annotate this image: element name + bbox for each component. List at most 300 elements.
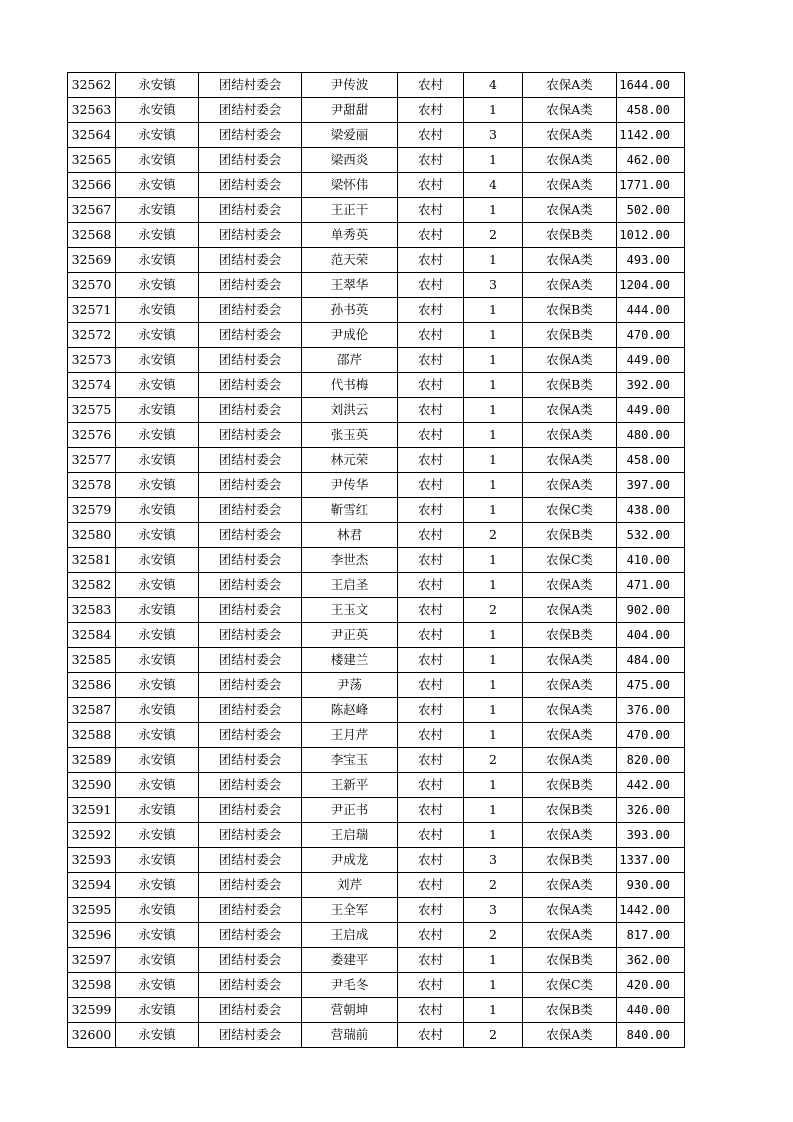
- record-id-cell: 32593: [68, 848, 116, 873]
- town-cell: 永安镇: [116, 198, 199, 223]
- record-id-cell: 32566: [68, 173, 116, 198]
- town-cell: 永安镇: [116, 598, 199, 623]
- person-name-cell: 王新平: [302, 773, 398, 798]
- insurance-category-cell: 农保A类: [523, 748, 617, 773]
- village-committee-cell: 团结村委会: [199, 598, 302, 623]
- insurance-category-cell: 农保B类: [523, 223, 617, 248]
- person-name-cell: 孙书英: [302, 298, 398, 323]
- town-cell: 永安镇: [116, 498, 199, 523]
- amount-cell: 817.00: [617, 923, 685, 948]
- amount-cell: 410.00: [617, 548, 685, 573]
- household-count-cell: 1: [464, 573, 523, 598]
- household-count-cell: 2: [464, 873, 523, 898]
- village-committee-cell: 团结村委会: [199, 973, 302, 998]
- household-count-cell: 1: [464, 198, 523, 223]
- village-committee-cell: 团结村委会: [199, 73, 302, 98]
- table-row: [68, 148, 685, 173]
- table-row: [68, 1023, 685, 1048]
- household-count-cell: 2: [464, 223, 523, 248]
- person-name-cell: 尹甜甜: [302, 98, 398, 123]
- amount-cell: 404.00: [617, 623, 685, 648]
- town-cell: 永安镇: [116, 223, 199, 248]
- person-name-cell: 王启成: [302, 923, 398, 948]
- household-count-cell: 1: [464, 948, 523, 973]
- record-id-cell: 32565: [68, 148, 116, 173]
- area-type-cell: 农村: [398, 923, 464, 948]
- table-row: [68, 198, 685, 223]
- town-cell: 永安镇: [116, 273, 199, 298]
- person-name-cell: 楼建兰: [302, 648, 398, 673]
- insurance-category-cell: 农保A类: [523, 73, 617, 98]
- insurance-category-cell: 农保B类: [523, 798, 617, 823]
- amount-cell: 480.00: [617, 423, 685, 448]
- town-cell: 永安镇: [116, 523, 199, 548]
- table-row: [68, 423, 685, 448]
- insurance-category-cell: 农保A类: [523, 198, 617, 223]
- amount-cell: 1771.00: [617, 173, 685, 198]
- amount-cell: 397.00: [617, 473, 685, 498]
- amount-cell: 470.00: [617, 323, 685, 348]
- amount-cell: 1644.00: [617, 73, 685, 98]
- town-cell: 永安镇: [116, 148, 199, 173]
- record-id-cell: 32583: [68, 598, 116, 623]
- table-row: [68, 123, 685, 148]
- household-count-cell: 2: [464, 1023, 523, 1048]
- area-type-cell: 农村: [398, 498, 464, 523]
- household-count-cell: 3: [464, 848, 523, 873]
- area-type-cell: 农村: [398, 248, 464, 273]
- amount-cell: 362.00: [617, 948, 685, 973]
- area-type-cell: 农村: [398, 323, 464, 348]
- table-row: [68, 523, 685, 548]
- insurance-category-cell: 农保A类: [523, 923, 617, 948]
- town-cell: 永安镇: [116, 473, 199, 498]
- insurance-category-cell: 农保A类: [523, 673, 617, 698]
- village-committee-cell: 团结村委会: [199, 548, 302, 573]
- area-type-cell: 农村: [398, 298, 464, 323]
- insurance-category-cell: 农保A类: [523, 723, 617, 748]
- person-name-cell: 尹荡: [302, 673, 398, 698]
- village-committee-cell: 团结村委会: [199, 748, 302, 773]
- area-type-cell: 农村: [398, 423, 464, 448]
- record-id-cell: 32581: [68, 548, 116, 573]
- area-type-cell: 农村: [398, 448, 464, 473]
- area-type-cell: 农村: [398, 398, 464, 423]
- table-row: [68, 748, 685, 773]
- insurance-category-cell: 农保A类: [523, 448, 617, 473]
- town-cell: 永安镇: [116, 1023, 199, 1048]
- insurance-category-cell: 农保C类: [523, 548, 617, 573]
- table-row: [68, 73, 685, 98]
- record-id-cell: 32594: [68, 873, 116, 898]
- household-count-cell: 1: [464, 723, 523, 748]
- person-name-cell: 王月芹: [302, 723, 398, 748]
- insurance-category-cell: 农保B类: [523, 848, 617, 873]
- amount-cell: 420.00: [617, 973, 685, 998]
- table-row: [68, 873, 685, 898]
- town-cell: 永安镇: [116, 623, 199, 648]
- record-id-cell: 32600: [68, 1023, 116, 1048]
- insurance-category-cell: 农保A类: [523, 173, 617, 198]
- record-id-cell: 32563: [68, 98, 116, 123]
- village-committee-cell: 团结村委会: [199, 148, 302, 173]
- record-id-cell: 32586: [68, 673, 116, 698]
- household-count-cell: 1: [464, 698, 523, 723]
- table-row: [68, 773, 685, 798]
- amount-cell: 442.00: [617, 773, 685, 798]
- household-count-cell: 1: [464, 773, 523, 798]
- amount-cell: 440.00: [617, 998, 685, 1023]
- amount-cell: 930.00: [617, 873, 685, 898]
- village-committee-cell: 团结村委会: [199, 923, 302, 948]
- village-committee-cell: 团结村委会: [199, 423, 302, 448]
- person-name-cell: 娄建平: [302, 948, 398, 973]
- area-type-cell: 农村: [398, 273, 464, 298]
- village-committee-cell: 团结村委会: [199, 673, 302, 698]
- town-cell: 永安镇: [116, 548, 199, 573]
- record-id-cell: 32574: [68, 373, 116, 398]
- table-row: [68, 573, 685, 598]
- record-id-cell: 32577: [68, 448, 116, 473]
- town-cell: 永安镇: [116, 748, 199, 773]
- record-id-cell: 32599: [68, 998, 116, 1023]
- village-committee-cell: 团结村委会: [199, 1023, 302, 1048]
- town-cell: 永安镇: [116, 123, 199, 148]
- records-body: [68, 73, 685, 1048]
- household-count-cell: 1: [464, 448, 523, 473]
- person-name-cell: 靳雪红: [302, 498, 398, 523]
- amount-cell: 458.00: [617, 448, 685, 473]
- village-committee-cell: 团结村委会: [199, 273, 302, 298]
- record-id-cell: 32598: [68, 973, 116, 998]
- record-id-cell: 32567: [68, 198, 116, 223]
- person-name-cell: 李世杰: [302, 548, 398, 573]
- insurance-category-cell: 农保A类: [523, 598, 617, 623]
- insurance-category-cell: 农保B类: [523, 623, 617, 648]
- town-cell: 永安镇: [116, 248, 199, 273]
- household-count-cell: 1: [464, 473, 523, 498]
- insurance-category-cell: 农保B类: [523, 373, 617, 398]
- town-cell: 永安镇: [116, 398, 199, 423]
- town-cell: 永安镇: [116, 848, 199, 873]
- household-count-cell: 1: [464, 398, 523, 423]
- town-cell: 永安镇: [116, 948, 199, 973]
- area-type-cell: 农村: [398, 623, 464, 648]
- town-cell: 永安镇: [116, 648, 199, 673]
- household-count-cell: 1: [464, 973, 523, 998]
- table-row: [68, 698, 685, 723]
- area-type-cell: 农村: [398, 123, 464, 148]
- record-id-cell: 32570: [68, 273, 116, 298]
- amount-cell: 392.00: [617, 373, 685, 398]
- town-cell: 永安镇: [116, 698, 199, 723]
- amount-cell: 376.00: [617, 698, 685, 723]
- amount-cell: 820.00: [617, 748, 685, 773]
- household-count-cell: 2: [464, 923, 523, 948]
- person-name-cell: 王启圣: [302, 573, 398, 598]
- person-name-cell: 范天荣: [302, 248, 398, 273]
- town-cell: 永安镇: [116, 298, 199, 323]
- village-committee-cell: 团结村委会: [199, 648, 302, 673]
- insurance-category-cell: 农保A类: [523, 398, 617, 423]
- village-committee-cell: 团结村委会: [199, 348, 302, 373]
- town-cell: 永安镇: [116, 98, 199, 123]
- person-name-cell: 陈赵峰: [302, 698, 398, 723]
- insurance-category-cell: 农保B类: [523, 948, 617, 973]
- table-row: [68, 273, 685, 298]
- person-name-cell: 营朝坤: [302, 998, 398, 1023]
- town-cell: 永安镇: [116, 773, 199, 798]
- area-type-cell: 农村: [398, 723, 464, 748]
- insurance-category-cell: 农保A类: [523, 273, 617, 298]
- record-id-cell: 32576: [68, 423, 116, 448]
- village-committee-cell: 团结村委会: [199, 798, 302, 823]
- village-committee-cell: 团结村委会: [199, 523, 302, 548]
- person-name-cell: 尹传波: [302, 73, 398, 98]
- record-id-cell: 32569: [68, 248, 116, 273]
- area-type-cell: 农村: [398, 548, 464, 573]
- town-cell: 永安镇: [116, 348, 199, 373]
- person-name-cell: 李宝玉: [302, 748, 398, 773]
- record-id-cell: 32585: [68, 648, 116, 673]
- village-committee-cell: 团结村委会: [199, 573, 302, 598]
- table-row: [68, 598, 685, 623]
- table-row: [68, 298, 685, 323]
- insurance-category-cell: 农保A类: [523, 423, 617, 448]
- table-row: [68, 648, 685, 673]
- record-id-cell: 32582: [68, 573, 116, 598]
- amount-cell: 462.00: [617, 148, 685, 173]
- amount-cell: 326.00: [617, 798, 685, 823]
- person-name-cell: 刘洪云: [302, 398, 398, 423]
- record-id-cell: 32564: [68, 123, 116, 148]
- area-type-cell: 农村: [398, 373, 464, 398]
- person-name-cell: 梁怀伟: [302, 173, 398, 198]
- village-committee-cell: 团结村委会: [199, 298, 302, 323]
- household-count-cell: 1: [464, 673, 523, 698]
- table-row: [68, 548, 685, 573]
- record-id-cell: 32587: [68, 698, 116, 723]
- table-row: [68, 323, 685, 348]
- village-committee-cell: 团结村委会: [199, 123, 302, 148]
- table-row: [68, 673, 685, 698]
- town-cell: 永安镇: [116, 973, 199, 998]
- area-type-cell: 农村: [398, 773, 464, 798]
- insurance-category-cell: 农保A类: [523, 148, 617, 173]
- village-committee-cell: 团结村委会: [199, 473, 302, 498]
- person-name-cell: 王翠华: [302, 273, 398, 298]
- amount-cell: 493.00: [617, 248, 685, 273]
- amount-cell: 902.00: [617, 598, 685, 623]
- area-type-cell: 农村: [398, 998, 464, 1023]
- village-committee-cell: 团结村委会: [199, 323, 302, 348]
- town-cell: 永安镇: [116, 323, 199, 348]
- town-cell: 永安镇: [116, 923, 199, 948]
- amount-cell: 1012.00: [617, 223, 685, 248]
- person-name-cell: 营瑞前: [302, 1023, 398, 1048]
- person-name-cell: 尹正书: [302, 798, 398, 823]
- table-row: [68, 248, 685, 273]
- person-name-cell: 王全军: [302, 898, 398, 923]
- household-count-cell: 3: [464, 123, 523, 148]
- area-type-cell: 农村: [398, 148, 464, 173]
- village-committee-cell: 团结村委会: [199, 698, 302, 723]
- household-count-cell: 1: [464, 298, 523, 323]
- area-type-cell: 农村: [398, 598, 464, 623]
- household-count-cell: 1: [464, 498, 523, 523]
- insurance-category-cell: 农保A类: [523, 648, 617, 673]
- person-name-cell: 王玉文: [302, 598, 398, 623]
- household-count-cell: 2: [464, 523, 523, 548]
- village-committee-cell: 团结村委会: [199, 373, 302, 398]
- insurance-category-cell: 农保C类: [523, 973, 617, 998]
- person-name-cell: 张玉英: [302, 423, 398, 448]
- household-count-cell: 1: [464, 998, 523, 1023]
- table-row: [68, 473, 685, 498]
- household-count-cell: 1: [464, 373, 523, 398]
- area-type-cell: 农村: [398, 198, 464, 223]
- person-name-cell: 尹成龙: [302, 848, 398, 873]
- table-row: [68, 498, 685, 523]
- town-cell: 永安镇: [116, 873, 199, 898]
- amount-cell: 449.00: [617, 348, 685, 373]
- amount-cell: 1142.00: [617, 123, 685, 148]
- amount-cell: 449.00: [617, 398, 685, 423]
- village-committee-cell: 团结村委会: [199, 98, 302, 123]
- household-count-cell: 4: [464, 73, 523, 98]
- record-id-cell: 32573: [68, 348, 116, 373]
- household-count-cell: 1: [464, 798, 523, 823]
- amount-cell: 470.00: [617, 723, 685, 748]
- area-type-cell: 农村: [398, 873, 464, 898]
- amount-cell: 458.00: [617, 98, 685, 123]
- table-row: [68, 723, 685, 748]
- record-id-cell: 32588: [68, 723, 116, 748]
- person-name-cell: 刘芹: [302, 873, 398, 898]
- record-id-cell: 32578: [68, 473, 116, 498]
- area-type-cell: 农村: [398, 748, 464, 773]
- person-name-cell: 代书梅: [302, 373, 398, 398]
- village-committee-cell: 团结村委会: [199, 198, 302, 223]
- person-name-cell: 林元荣: [302, 448, 398, 473]
- town-cell: 永安镇: [116, 998, 199, 1023]
- table-row: [68, 373, 685, 398]
- village-committee-cell: 团结村委会: [199, 223, 302, 248]
- person-name-cell: 王启瑞: [302, 823, 398, 848]
- village-committee-cell: 团结村委会: [199, 623, 302, 648]
- household-count-cell: 1: [464, 623, 523, 648]
- table-row: [68, 448, 685, 473]
- town-cell: 永安镇: [116, 573, 199, 598]
- area-type-cell: 农村: [398, 523, 464, 548]
- person-name-cell: 梁爱丽: [302, 123, 398, 148]
- town-cell: 永安镇: [116, 723, 199, 748]
- village-committee-cell: 团结村委会: [199, 848, 302, 873]
- town-cell: 永安镇: [116, 898, 199, 923]
- record-id-cell: 32568: [68, 223, 116, 248]
- area-type-cell: 农村: [398, 1023, 464, 1048]
- record-id-cell: 32590: [68, 773, 116, 798]
- area-type-cell: 农村: [398, 573, 464, 598]
- area-type-cell: 农村: [398, 973, 464, 998]
- area-type-cell: 农村: [398, 698, 464, 723]
- insurance-category-cell: 农保C类: [523, 498, 617, 523]
- record-id-cell: 32595: [68, 898, 116, 923]
- area-type-cell: 农村: [398, 348, 464, 373]
- household-count-cell: 1: [464, 648, 523, 673]
- area-type-cell: 农村: [398, 98, 464, 123]
- town-cell: 永安镇: [116, 673, 199, 698]
- insurance-category-cell: 农保A类: [523, 248, 617, 273]
- area-type-cell: 农村: [398, 948, 464, 973]
- household-count-cell: 1: [464, 98, 523, 123]
- amount-cell: 532.00: [617, 523, 685, 548]
- record-id-cell: 32562: [68, 73, 116, 98]
- village-committee-cell: 团结村委会: [199, 948, 302, 973]
- table-row: [68, 898, 685, 923]
- amount-cell: 1442.00: [617, 898, 685, 923]
- record-id-cell: 32572: [68, 323, 116, 348]
- records-table: [67, 72, 685, 1048]
- person-name-cell: 邵芹: [302, 348, 398, 373]
- household-count-cell: 1: [464, 248, 523, 273]
- insurance-category-cell: 农保A类: [523, 473, 617, 498]
- insurance-category-cell: 农保A类: [523, 573, 617, 598]
- household-count-cell: 1: [464, 323, 523, 348]
- village-committee-cell: 团结村委会: [199, 498, 302, 523]
- insurance-category-cell: 农保B类: [523, 323, 617, 348]
- town-cell: 永安镇: [116, 373, 199, 398]
- area-type-cell: 农村: [398, 798, 464, 823]
- person-name-cell: 尹正英: [302, 623, 398, 648]
- table-row: [68, 823, 685, 848]
- household-count-cell: 1: [464, 148, 523, 173]
- village-committee-cell: 团结村委会: [199, 998, 302, 1023]
- area-type-cell: 农村: [398, 223, 464, 248]
- household-count-cell: 2: [464, 748, 523, 773]
- insurance-category-cell: 农保B类: [523, 773, 617, 798]
- area-type-cell: 农村: [398, 823, 464, 848]
- table-row: [68, 923, 685, 948]
- household-count-cell: 3: [464, 898, 523, 923]
- household-count-cell: 3: [464, 273, 523, 298]
- insurance-category-cell: 农保A类: [523, 898, 617, 923]
- table-row: [68, 623, 685, 648]
- amount-cell: 502.00: [617, 198, 685, 223]
- insurance-category-cell: 农保A类: [523, 873, 617, 898]
- record-id-cell: 32592: [68, 823, 116, 848]
- table-row: [68, 973, 685, 998]
- town-cell: 永安镇: [116, 798, 199, 823]
- person-name-cell: 林君: [302, 523, 398, 548]
- insurance-category-cell: 农保A类: [523, 98, 617, 123]
- insurance-category-cell: 农保A类: [523, 348, 617, 373]
- amount-cell: 1204.00: [617, 273, 685, 298]
- town-cell: 永安镇: [116, 73, 199, 98]
- table-row: [68, 398, 685, 423]
- insurance-category-cell: 农保A类: [523, 123, 617, 148]
- record-id-cell: 32589: [68, 748, 116, 773]
- record-id-cell: 32597: [68, 948, 116, 973]
- person-name-cell: 王正干: [302, 198, 398, 223]
- person-name-cell: 单秀英: [302, 223, 398, 248]
- person-name-cell: 尹成伦: [302, 323, 398, 348]
- town-cell: 永安镇: [116, 823, 199, 848]
- table-row: [68, 173, 685, 198]
- record-id-cell: 32584: [68, 623, 116, 648]
- table-row: [68, 798, 685, 823]
- area-type-cell: 农村: [398, 173, 464, 198]
